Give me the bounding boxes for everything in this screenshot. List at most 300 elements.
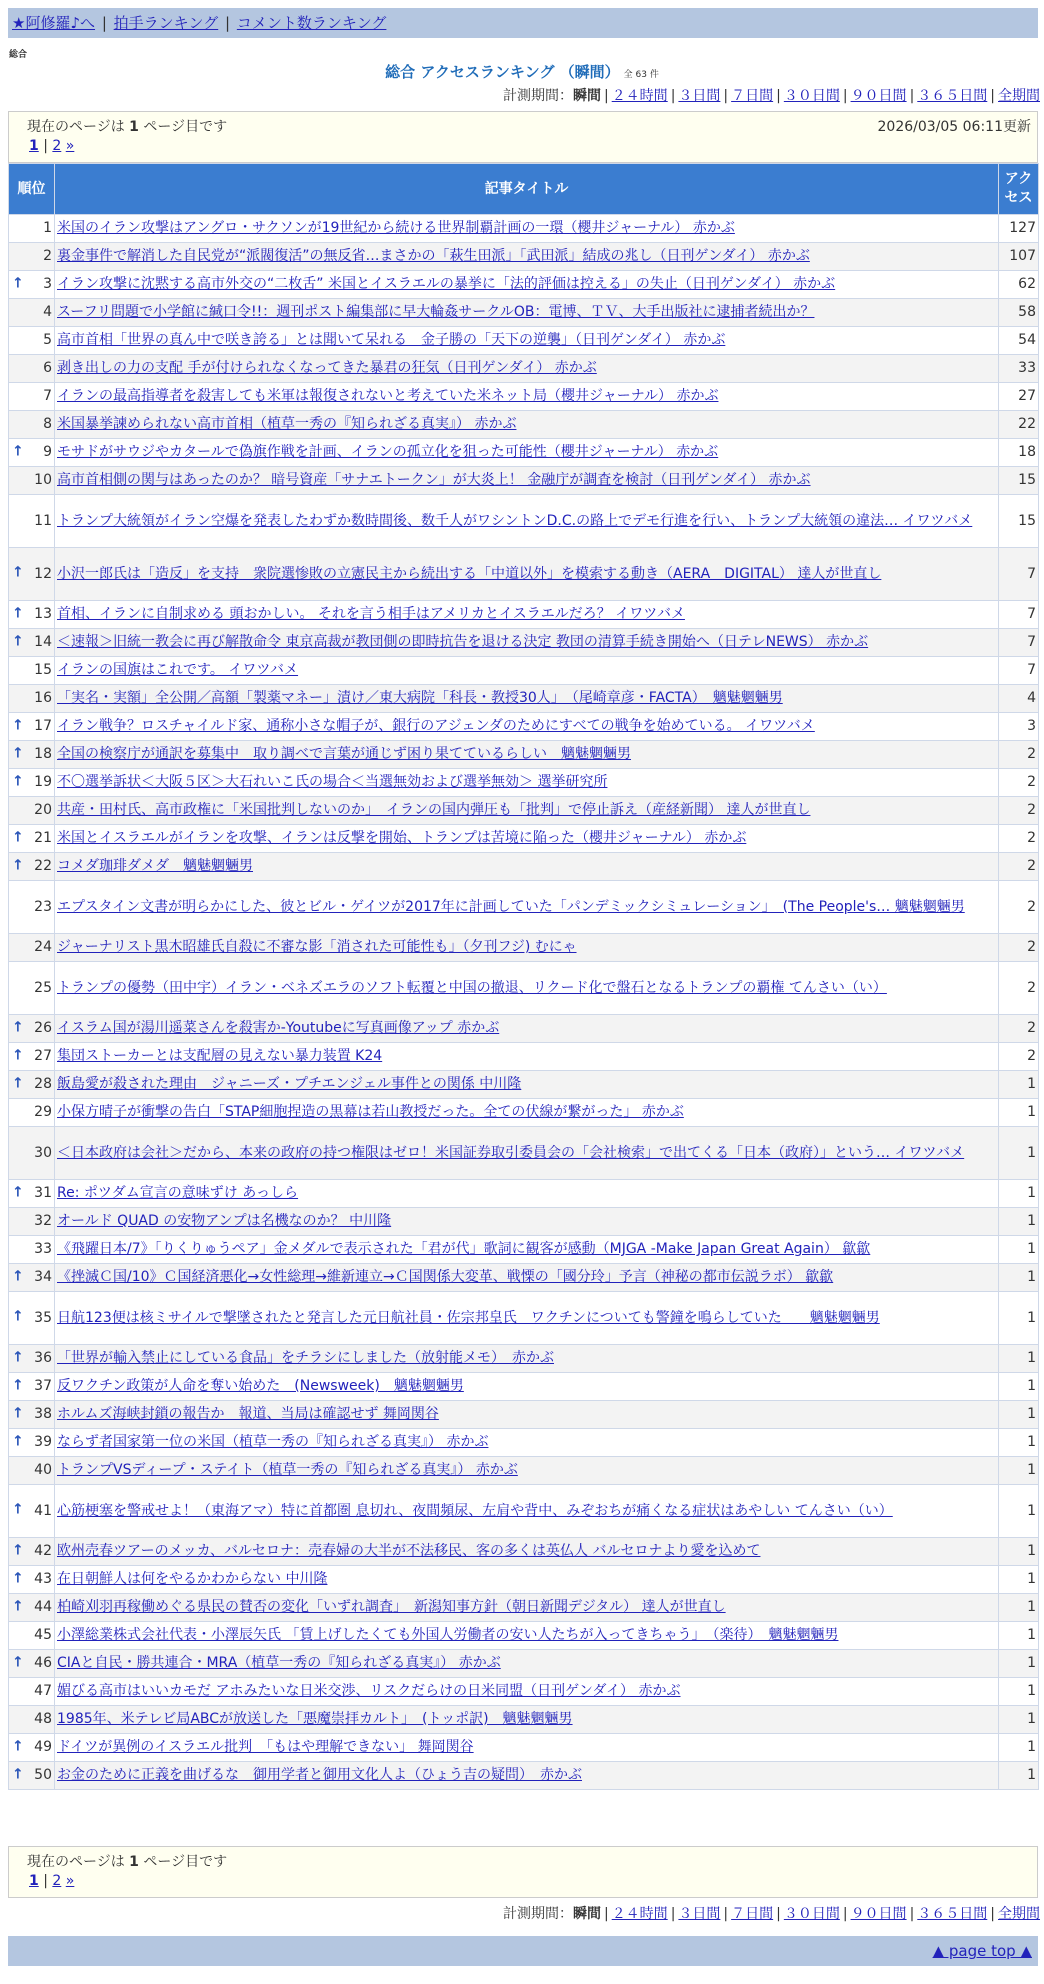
- table-row: [9, 548, 1039, 601]
- title-cell: [55, 1099, 999, 1127]
- title-cell: [55, 1622, 999, 1650]
- article-title-link[interactable]: ホルムズ海峡封鎖の報告か 報道、当局は確認せず 舞岡関谷: [57, 1406, 439, 1422]
- table-row: [9, 1373, 1039, 1401]
- up-arrow-icon: ↑: [12, 1376, 24, 1393]
- article-title-link[interactable]: イランの国旗はこれです。 イワツバメ: [57, 662, 299, 678]
- up-arrow-icon: ↑: [12, 1569, 24, 1586]
- period-link-4[interactable]: ９０日間: [850, 88, 907, 104]
- title-cell: [55, 1236, 999, 1264]
- title-cell: [55, 1180, 999, 1208]
- access-count: 1: [999, 1292, 1039, 1345]
- access-count: 15: [999, 467, 1039, 495]
- access-count: 18: [999, 439, 1039, 467]
- period-link-4[interactable]: ９０日間: [850, 1906, 907, 1922]
- rank-number: 1: [43, 220, 52, 236]
- title-cell: [55, 467, 999, 495]
- rank-number: 50: [34, 1767, 52, 1783]
- rank-number: 44: [34, 1599, 52, 1615]
- page-title-text: 総合 アクセスランキング （瞬間）: [385, 63, 620, 81]
- access-count: 1: [999, 1264, 1039, 1292]
- article-title-link[interactable]: 媚びる高市はいいカモだ アホみたいな日米交渉、リスクだらけの日米同盟（日刊ゲンダイ） 赤かぶ: [57, 1683, 681, 1699]
- pager-page-1[interactable]: 1: [29, 138, 39, 154]
- access-count: 1: [999, 1538, 1039, 1566]
- up-arrow-icon: ↑: [12, 1267, 24, 1284]
- rank-cell: [9, 629, 55, 657]
- title-cell: [55, 1127, 999, 1180]
- article-title-link[interactable]: コメダ珈琲ダメダ 魑魅魍魎男: [57, 858, 253, 874]
- access-count: 2: [999, 881, 1039, 934]
- up-arrow-icon: ↑: [12, 1737, 24, 1754]
- article-title-link[interactable]: 米国とイスラエルがイランを攻撃、イランは反撃を開始、トランプは苦境に陥った（櫻井ジャーナル） 赤かぶ: [57, 830, 747, 846]
- title-cell: [55, 629, 999, 657]
- rank-cell: [9, 934, 55, 962]
- table-row: [9, 1043, 1039, 1071]
- title-cell: [55, 797, 999, 825]
- article-title-link[interactable]: お金のために正義を曲げるな 御用学者と御用文化人よ（ひょう吉の疑問） 赤かぶ: [57, 1767, 582, 1783]
- rank-number: 34: [34, 1269, 52, 1285]
- access-count: 1: [999, 1099, 1039, 1127]
- title-cell: [55, 934, 999, 962]
- rank-number: 24: [34, 939, 52, 955]
- up-arrow-icon: ↑: [12, 1074, 24, 1091]
- article-title-link[interactable]: 剥き出しの力の支配 手が付けられなくなってきた暴君の狂気（日刊ゲンダイ） 赤かぶ: [57, 360, 597, 376]
- period-current: 瞬間: [572, 1906, 601, 1922]
- asyura-home-link[interactable]: ★阿修羅♪へ: [12, 14, 96, 32]
- table-row: [9, 629, 1039, 657]
- title-cell: [55, 1734, 999, 1762]
- rank-number: 45: [34, 1627, 52, 1643]
- rank-cell: [9, 1043, 55, 1071]
- table-row: [9, 1180, 1039, 1208]
- rank-cell: [9, 327, 55, 355]
- period-link-2[interactable]: ７日間: [731, 1906, 774, 1922]
- rank-number: 6: [43, 360, 52, 376]
- period-separator: |: [670, 1906, 676, 1922]
- period-link-6[interactable]: 全期間: [998, 1906, 1040, 1922]
- rank-number: 2: [43, 248, 52, 264]
- article-title-link[interactable]: ジャーナリスト黒木昭雄氏自殺に不審な影「消された可能性も」（夕刊フジ) むにゃ: [57, 939, 577, 955]
- table-row: [9, 215, 1039, 243]
- title-cell: [55, 1373, 999, 1401]
- article-title-link[interactable]: 「世界が輸入禁止にしている食品」をチラシにしました（放射能メモ） 赤かぶ: [57, 1350, 554, 1366]
- rank-cell: [9, 797, 55, 825]
- access-count: 1: [999, 1706, 1039, 1734]
- page-info-bottom: [8, 1846, 1038, 1898]
- table-row: [9, 601, 1039, 629]
- ranking-body: [9, 215, 1039, 1790]
- table-row: [9, 1015, 1039, 1043]
- rank-number: 3: [43, 276, 52, 292]
- access-count: 1: [999, 1236, 1039, 1264]
- rank-cell: [9, 383, 55, 411]
- article-title-link[interactable]: 集団ストーカーとは支配層の見えない暴力装置 K24: [57, 1048, 383, 1064]
- table-row: [9, 383, 1039, 411]
- title-cell: [55, 685, 999, 713]
- article-title-link[interactable]: 反ワクチン政策が人命を奪い始めた (Newsweek) 魑魅魍魎男: [57, 1378, 464, 1394]
- access-count: 107: [999, 243, 1039, 271]
- rank-cell: [9, 685, 55, 713]
- pager-page-2[interactable]: 2: [52, 1873, 62, 1889]
- rank-cell: [9, 467, 55, 495]
- title-cell: [55, 1538, 999, 1566]
- up-arrow-icon: ↑: [12, 1653, 24, 1670]
- up-arrow-icon: ↑: [12, 716, 24, 733]
- period-separator: |: [776, 88, 781, 104]
- page-title: [0, 62, 1044, 85]
- article-title-link[interactable]: 《挫滅Ｃ国/10》Ｃ国経済悪化→女性総理→維新連立→Ｃ国関係大変革、戦慄の「國分玲」予言（神秘の都市伝説ラボ） 歙歙: [57, 1269, 834, 1285]
- title-cell: [55, 1292, 999, 1345]
- rank-cell: [9, 825, 55, 853]
- article-title-link[interactable]: スーフリ問題で小学館に緘口令!!：週刊ポスト編集部に早大輪姦サークルOB：電博、ＴＶ、大手出版社に逮捕者続出か？: [57, 304, 815, 320]
- article-title-link[interactable]: トランプVSディープ・ステイト（植草一秀の『知られざる真実』） 赤かぶ: [57, 1462, 518, 1478]
- up-arrow-icon: ↑: [12, 1432, 24, 1449]
- page-info-top: [8, 111, 1038, 163]
- title-cell: [55, 769, 999, 797]
- access-count: 7: [999, 657, 1039, 685]
- comment-ranking-link[interactable]: コメント数ランキング: [236, 14, 387, 32]
- period-separator: |: [776, 1906, 781, 1922]
- rank-number: 25: [34, 979, 52, 996]
- rank-cell: [9, 1373, 55, 1401]
- page-top-link[interactable]: ▲ page top ▲: [932, 1942, 1032, 1960]
- access-count: 1: [999, 1650, 1039, 1678]
- article-title-link[interactable]: ＜日本政府は会社＞だから、本来の政府の持つ権限はゼロ！米国証券取引委員会の「会社検索」で出てくる「日本（政府）」という… イワツバメ: [57, 1144, 965, 1161]
- rank-cell: [9, 853, 55, 881]
- access-count: 58: [999, 299, 1039, 327]
- clap-ranking-link[interactable]: 拍手ランキング: [113, 14, 219, 32]
- up-arrow-icon: ↑: [12, 1541, 24, 1558]
- access-count: 27: [999, 383, 1039, 411]
- period-link-5[interactable]: ３６５日間: [917, 1906, 988, 1922]
- rank-number: 11: [34, 512, 52, 529]
- table-row: [9, 1566, 1039, 1594]
- access-count: 2: [999, 797, 1039, 825]
- article-title-link[interactable]: モサドがサウジやカタールで偽旗作戦を計画、イランの孤立化を狙った可能性（櫻井ジャーナル） 赤かぶ: [57, 444, 719, 460]
- article-title-link[interactable]: 米国のイラン攻撃はアングロ・サクソンが19世紀から続ける世界制覇計画の一環（櫻井ジャーナル） 赤かぶ: [57, 220, 735, 236]
- period-link-0[interactable]: ２４時間: [611, 88, 668, 104]
- title-cell: [55, 1678, 999, 1706]
- article-title-link[interactable]: 米国暴挙諫められない高市首相（植草一秀の『知られざる真実』） 赤かぶ: [57, 416, 517, 432]
- period-selector-bottom: [503, 1904, 1040, 1924]
- rank-number: 9: [43, 444, 52, 460]
- period-link-1[interactable]: ３日間: [678, 88, 721, 104]
- article-title-link[interactable]: トランプ大統領がイラン空爆を発表したわずか数時間後、数千人がワシントンD.C.の路上でデモ行進を行い、トランプ大統領の違法… イワツバメ: [57, 512, 973, 529]
- table-row: [9, 271, 1039, 299]
- title-cell: [55, 215, 999, 243]
- access-count: 1: [999, 1566, 1039, 1594]
- title-column-header: 記事タイトル: [55, 164, 999, 215]
- table-row: [9, 741, 1039, 769]
- access-count: 1: [999, 1734, 1039, 1762]
- bottom-bar: [8, 1936, 1038, 1966]
- article-title-link[interactable]: 高市首相「世界の真ん中で咲き誇る」とは聞いて呆れる 金子勝の「天下の逆襲」（日刊ゲンダイ） 赤かぶ: [57, 332, 726, 348]
- rank-number: 43: [34, 1571, 52, 1587]
- period-separator: |: [603, 88, 609, 104]
- rank-number: 14: [34, 634, 52, 650]
- total-count: 全 63 件: [623, 70, 659, 80]
- rank-cell: [9, 1208, 55, 1236]
- access-count: 4: [999, 685, 1039, 713]
- up-arrow-icon: ↑: [12, 772, 24, 789]
- rank-cell: [9, 1734, 55, 1762]
- title-cell: [55, 657, 999, 685]
- rank-cell: [9, 1594, 55, 1622]
- period-separator: |: [842, 1906, 848, 1922]
- article-title-link[interactable]: ならず者国家第一位の米国（植草一秀の『知られざる真実』） 赤かぶ: [57, 1434, 489, 1450]
- access-count: 1: [999, 1762, 1039, 1790]
- period-label: 計測期間：: [502, 1906, 573, 1922]
- access-count: 22: [999, 411, 1039, 439]
- rank-cell: [9, 1538, 55, 1566]
- article-title-link[interactable]: 首相、イランに自制求める 頭おかしい。 それを言う相手はアメリカとイスラエルだろ？ イワツバメ: [57, 606, 685, 622]
- access-count: 2: [999, 853, 1039, 881]
- article-title-link[interactable]: ドイツが異例のイスラエル批判 「もはや理解できない」 舞岡関谷: [57, 1739, 474, 1755]
- article-title-link[interactable]: Re: ポツダム宣言の意味ずけ あっしら: [57, 1185, 299, 1201]
- access-count: 2: [999, 962, 1039, 1015]
- rank-cell: [9, 1071, 55, 1099]
- rank-cell: [9, 1650, 55, 1678]
- period-link-1[interactable]: ３日間: [678, 1906, 721, 1922]
- rank-number: 41: [34, 1502, 52, 1519]
- access-count: 2: [999, 1015, 1039, 1043]
- period-label: 計測期間：: [502, 88, 573, 104]
- access-count: 2: [999, 1043, 1039, 1071]
- rank-cell: [9, 1566, 55, 1594]
- access-count: 2: [999, 769, 1039, 797]
- article-title-link[interactable]: 「実名・実額」全公開／高額「製薬マネー」漬け／東大病院「科長・教授30人」 （尾崎章彦・FACTA） 魑魅魍魎男: [57, 690, 783, 706]
- table-row: [9, 962, 1039, 1015]
- article-title-link[interactable]: 在日朝鮮人は何をやるかわからない 中川隆: [57, 1571, 328, 1587]
- article-title-link[interactable]: イラン戦争？ロスチャイルド家、通称小さな帽子が、銀行のアジェンダのためにすべての戦争を始めている。 イワツバメ: [57, 718, 815, 734]
- rank-cell: [9, 741, 55, 769]
- nav-separator: |: [101, 14, 107, 32]
- title-cell: [55, 1015, 999, 1043]
- rank-number: 17: [34, 718, 52, 734]
- period-separator: |: [990, 1906, 995, 1922]
- rank-number: 30: [34, 1144, 52, 1161]
- rank-number: 22: [34, 858, 52, 874]
- period-separator: |: [990, 88, 995, 104]
- table-row: [9, 797, 1039, 825]
- table-header-row: [9, 164, 1039, 215]
- title-cell: [55, 962, 999, 1015]
- top-nav-bar: [8, 8, 1038, 38]
- title-cell: [55, 1043, 999, 1071]
- pager-page-1[interactable]: 1: [29, 1873, 39, 1889]
- current-page-text: 現在のページは 1 ページ目です: [27, 119, 228, 135]
- title-cell: [55, 1566, 999, 1594]
- title-cell: [55, 243, 999, 271]
- title-cell: [55, 853, 999, 881]
- rank-cell: [9, 1762, 55, 1790]
- table-row: [9, 439, 1039, 467]
- rank-number: 18: [34, 746, 52, 762]
- rank-cell: [9, 713, 55, 741]
- period-separator: |: [723, 1906, 729, 1922]
- access-count: 1: [999, 1401, 1039, 1429]
- period-link-3[interactable]: ３０日間: [783, 1906, 840, 1922]
- table-row: [9, 467, 1039, 495]
- up-arrow-icon: ↑: [12, 442, 24, 459]
- period-link-5[interactable]: ３６５日間: [917, 88, 988, 104]
- period-link-2[interactable]: ７日間: [731, 88, 774, 104]
- up-arrow-icon: ↑: [12, 564, 24, 581]
- access-count: 1: [999, 1127, 1039, 1180]
- article-title-link[interactable]: 高市首相側の関与はあったのか？ 暗号資産「サナエトークン」が大炎上！ 金融庁が調査を検討（日刊ゲンダイ） 赤かぶ: [57, 472, 811, 488]
- rank-cell: [9, 1292, 55, 1345]
- category-tag: 総合: [9, 50, 28, 60]
- title-cell: [55, 271, 999, 299]
- rank-number: 15: [34, 662, 52, 678]
- access-count: 7: [999, 548, 1039, 601]
- access-count: 3: [999, 713, 1039, 741]
- access-count: 1: [999, 1678, 1039, 1706]
- table-row: [9, 299, 1039, 327]
- period-separator: |: [842, 88, 848, 104]
- title-cell: [55, 1650, 999, 1678]
- up-arrow-icon: ↑: [12, 604, 24, 621]
- table-row: [9, 1099, 1039, 1127]
- rank-number: 28: [34, 1076, 52, 1092]
- table-row: [9, 1622, 1039, 1650]
- rank-cell: [9, 1264, 55, 1292]
- up-arrow-icon: ↑: [12, 1597, 24, 1614]
- rank-cell: [9, 1236, 55, 1264]
- period-link-0[interactable]: ２４時間: [611, 1906, 668, 1922]
- article-title-link[interactable]: 不〇選挙訴状＜大阪５区＞大石れいこ氏の場合＜当選無効および選挙無効＞ 選挙研究所: [57, 774, 608, 790]
- rank-number: 16: [34, 690, 52, 706]
- table-row: [9, 1208, 1039, 1236]
- title-cell: [55, 713, 999, 741]
- title-cell: [55, 881, 999, 934]
- table-row: [9, 1485, 1039, 1538]
- article-title-link[interactable]: 小保方晴子が衝撃の告白「STAP細胞捏造の黒幕は若山教授だった。全ての伏線が繋がった」 赤かぶ: [57, 1104, 684, 1120]
- article-title-link[interactable]: 心筋梗塞を警戒せよ！（東海アマ）特に首都圏 息切れ、夜間頻尿、左肩や背中、みぞおちが痛くなる症状はあやしい てんさい（い）: [57, 1502, 893, 1519]
- rank-number: 26: [34, 1020, 52, 1036]
- access-count: 1: [999, 1373, 1039, 1401]
- access-count: 7: [999, 601, 1039, 629]
- rank-cell: [9, 1706, 55, 1734]
- rank-cell: [9, 1180, 55, 1208]
- up-arrow-icon: ↑: [12, 856, 24, 873]
- rank-number: 40: [34, 1462, 52, 1478]
- access-count: 1: [999, 1345, 1039, 1373]
- title-cell: [55, 299, 999, 327]
- title-cell: [55, 383, 999, 411]
- article-title-link[interactable]: イラン攻撃に沈黙する高市外交の“二枚舌” 米国とイスラエルの暴挙に「法的評価は控える」の失止（日刊ゲンダイ） 赤かぶ: [57, 276, 836, 292]
- table-row: [9, 1650, 1039, 1678]
- rank-number: 36: [34, 1350, 52, 1366]
- access-count: 1: [999, 1429, 1039, 1457]
- ranking-table: [8, 163, 1039, 1790]
- table-row: [9, 1538, 1039, 1566]
- table-row: [9, 934, 1039, 962]
- rank-number: 48: [34, 1711, 52, 1727]
- title-cell: [55, 1762, 999, 1790]
- table-row: [9, 713, 1039, 741]
- title-cell: [55, 601, 999, 629]
- rank-cell: [9, 243, 55, 271]
- rank-number: 38: [34, 1406, 52, 1422]
- period-separator: |: [723, 88, 729, 104]
- rank-cell: [9, 548, 55, 601]
- title-cell: [55, 825, 999, 853]
- article-title-link[interactable]: 欧州売春ツアーのメッカ、バルセロナ：売春婦の大半が不法移民、客の多くは英仏人 バルセロナより愛を込めて: [57, 1543, 761, 1559]
- table-row: [9, 355, 1039, 383]
- access-count: 15: [999, 495, 1039, 548]
- access-count: 54: [999, 327, 1039, 355]
- period-link-6[interactable]: 全期間: [998, 88, 1040, 104]
- rank-number: 23: [34, 898, 52, 915]
- rank-cell: [9, 1015, 55, 1043]
- access-count: 1: [999, 1180, 1039, 1208]
- table-row: [9, 1734, 1039, 1762]
- rank-number: 7: [43, 388, 52, 404]
- article-title-link[interactable]: トランプの優勢（田中宇）イラン・ベネズエラのソフト転覆と中国の撤退、リクード化で盤石となるトランプの覇権 てんさい（い）: [57, 979, 887, 996]
- period-separator: |: [909, 88, 915, 104]
- article-title-link[interactable]: 小沢一郎氏は「造反」を支持 衆院選惨敗の立憲民主から続出する「中道以外」を模索する動き（AERA DIGITAL） 達人が世直し: [57, 565, 882, 582]
- article-title-link[interactable]: CIAと自民・勝共連合・MRA（植草一秀の『知られざる真実』） 赤かぶ: [57, 1655, 501, 1671]
- article-title-link[interactable]: 裏金事件で解消した自民党が“派閥復活”の無反省…まさかの「萩生田派」「武田派」結成の兆し（日刊ゲンダイ） 赤かぶ: [57, 248, 810, 264]
- title-cell: [55, 355, 999, 383]
- article-title-link[interactable]: オールド QUAD の安物アンプは名機なのか？ 中川隆: [57, 1213, 392, 1229]
- title-cell: [55, 411, 999, 439]
- rank-number: 33: [34, 1241, 52, 1257]
- up-arrow-icon: ↑: [12, 1348, 24, 1365]
- article-title-link[interactable]: エプスタイン文書が明らかにした、彼とビル・ゲイツが2017年に計画していた「パンデミックシミュレーション」 (The People's… 魑魅魍魎男: [57, 898, 965, 915]
- article-title-link[interactable]: 飯島愛が殺された理由 ジャニーズ・プチエンジェル事件との関係 中川隆: [57, 1076, 522, 1092]
- article-title-link[interactable]: 共産・田村氏、高市政権に「米国批判しないのか」 イランの国内弾圧も「批判」で停止訴え（産経新聞） 達人が世直し: [57, 802, 811, 818]
- pager-page-2[interactable]: 2: [52, 138, 62, 154]
- pager-top: 1 | 2 »: [29, 138, 75, 154]
- rank-cell: [9, 1622, 55, 1650]
- article-title-link[interactable]: イランの最高指導者を殺害しても米軍は報復されないと考えていた米ネット局（櫻井ジャーナル） 赤かぶ: [57, 388, 719, 404]
- title-cell: [55, 548, 999, 601]
- up-arrow-icon: ↑: [12, 1501, 24, 1518]
- article-title-link[interactable]: 《飛躍日本/7》「りくりゅうペア」金メダルで表示された「君が代」歌詞に観客が感動（MJGA -Make Japan Great Again） 歙歙: [57, 1241, 871, 1257]
- up-arrow-icon: ↑: [12, 1765, 24, 1782]
- article-title-link[interactable]: イスラム国が湯川遥菜さんを殺害か-Youtubeに写真画像アップ 赤かぶ: [57, 1020, 500, 1036]
- rank-number: 31: [34, 1185, 52, 1201]
- title-cell: [55, 1485, 999, 1538]
- article-title-link[interactable]: 日航123便は核ミサイルで撃墜されたと発言した元日航社員・佐宗邦皇氏 ワクチンについても警鐘を鳴らしていた 魑魅魍魎男: [57, 1309, 880, 1326]
- article-title-link[interactable]: 柏崎刈羽再稼働めぐる県民の賛否の変化「いずれ調査」 新潟知事方針（朝日新聞デジタル） 達人が世直し: [57, 1599, 726, 1615]
- rank-cell: [9, 299, 55, 327]
- article-title-link[interactable]: 全国の検察庁が通訳を募集中 取り調べで言葉が通じず困り果てているらしい 魑魅魍魎男: [57, 746, 631, 762]
- rank-number: 46: [34, 1655, 52, 1671]
- pager-next-link[interactable]: »: [65, 138, 75, 154]
- rank-cell: [9, 1429, 55, 1457]
- article-title-link[interactable]: 小澤総業株式会社代表・小澤辰矢氏 「賃上げしたくても外国人労働者の安い人たちが入ってきちゃう」 （楽待） 魑魅魍魎男: [57, 1627, 839, 1643]
- access-count: 1: [999, 1208, 1039, 1236]
- article-title-link[interactable]: ＜速報＞旧統一教会に再び解散命令 東京高裁が教団側の即時抗告を退ける決定 教団の清算手続き開始へ（日テレNEWS） 赤かぶ: [57, 634, 869, 650]
- access-count: 33: [999, 355, 1039, 383]
- rank-number: 19: [34, 774, 52, 790]
- table-row: [9, 685, 1039, 713]
- rank-number: 8: [43, 416, 52, 432]
- table-row: [9, 1127, 1039, 1180]
- table-row: [9, 657, 1039, 685]
- pager-bottom: 1 | 2 »: [29, 1873, 75, 1889]
- title-cell: [55, 1208, 999, 1236]
- pager-next-link[interactable]: »: [65, 1873, 75, 1889]
- rank-cell: [9, 1485, 55, 1538]
- period-link-3[interactable]: ３０日間: [783, 88, 840, 104]
- rank-cell: [9, 1127, 55, 1180]
- up-arrow-icon: ↑: [12, 1308, 24, 1325]
- title-cell: [55, 1071, 999, 1099]
- article-title-link[interactable]: 1985年、米テレビ局ABCが放送した「悪魔崇拝カルト」 (トッポ訳) 魑魅魍魎男: [57, 1711, 573, 1727]
